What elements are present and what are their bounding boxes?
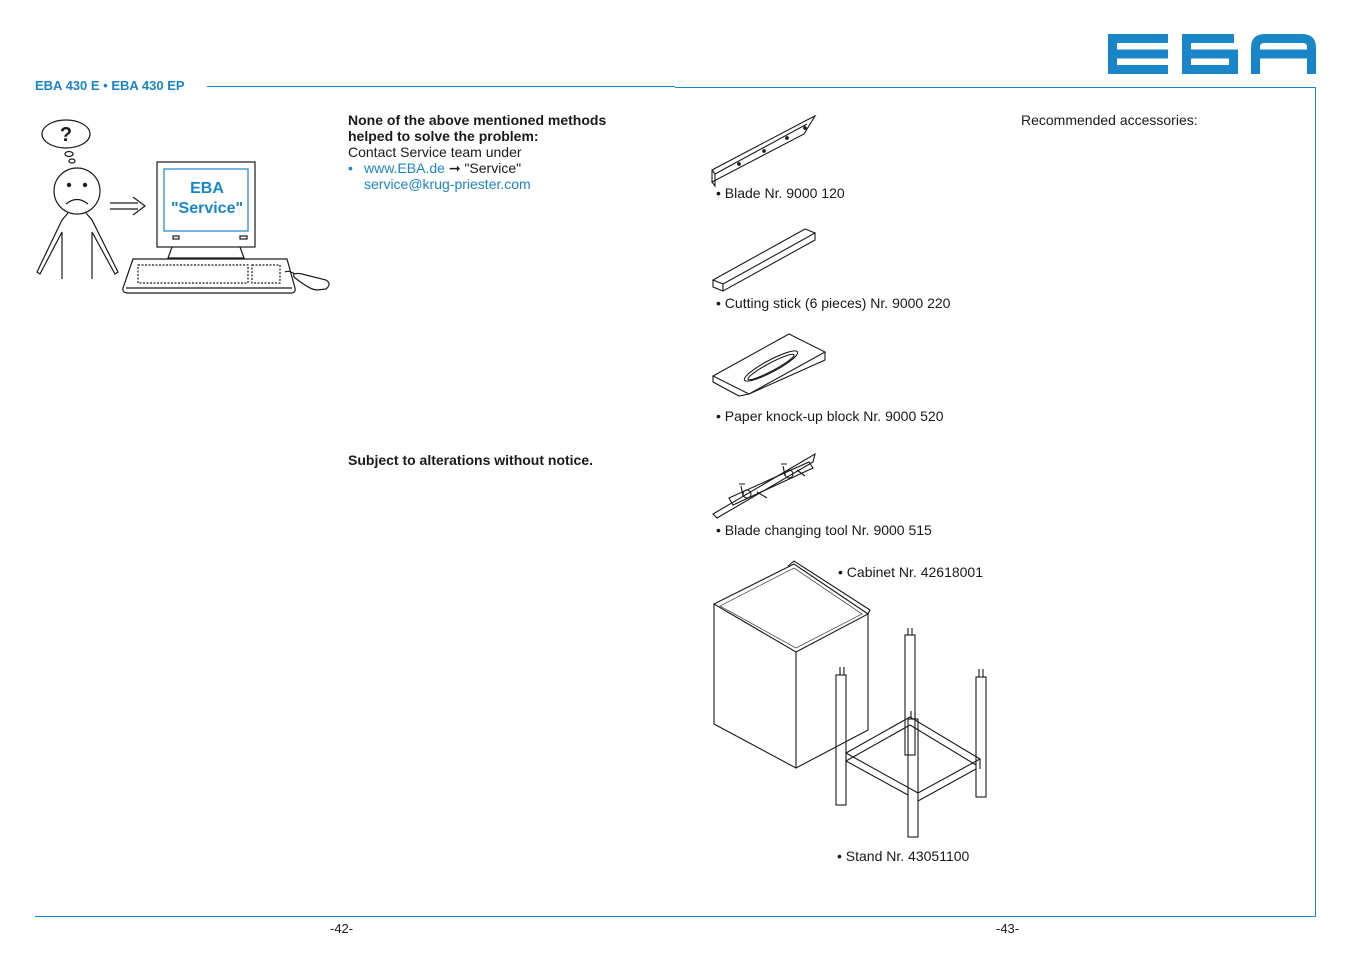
stand-icon [830,625,995,840]
cutting-stick-icon [709,225,819,295]
recommended-accessories-title: Recommended accessories: [1021,112,1198,128]
footer-rule [35,916,1316,917]
contact-text: Contact Service team under [348,144,522,160]
eba-logo [1108,34,1316,74]
accessory-blade-label: • Blade Nr. 9000 120 [716,185,845,201]
alterations-notice: Subject to alterations without notice. [348,452,594,468]
header-rule-right [675,87,1316,88]
page-number-right: -43- [996,921,1020,936]
help-heading-line1: None of the above mentioned methods [348,112,607,128]
blade-changing-tool-icon [709,448,829,523]
page-number-left: -42- [330,921,354,936]
screen-text-eba: EBA [190,180,224,197]
email-link[interactable]: service@krug-priester.com [364,176,531,192]
accessory-cabinet-label: • Cabinet Nr. 42618001 [838,564,984,580]
website-link[interactable]: www.EBA.de [364,160,445,176]
document-title: EBA 430 E • EBA 430 EP [35,78,185,93]
blade-icon [709,112,819,192]
page-border-right [1315,87,1316,917]
question-mark: ? [59,124,73,146]
screen-text-service: "Service" [170,200,244,217]
accessory-blade-changing-tool-label: • Blade changing tool Nr. 9000 515 [716,522,932,538]
website-bullet [348,160,668,176]
service-help-block [348,112,668,192]
website-section: "Service" [464,160,522,176]
knock-up-block-icon [709,330,829,400]
arrow-right-icon: ➞ [448,160,461,176]
bullet-dot: • [348,160,353,176]
accessory-cutting-stick-label: • Cutting stick (6 pieces) Nr. 9000 220 [716,295,951,311]
help-heading-line2: helped to solve the problem: [348,128,539,144]
accessory-stand-label: • Stand Nr. 43051100 [837,848,970,864]
accessory-knock-up-block-label: • Paper knock-up block Nr. 9000 520 [716,408,944,424]
header-rule-left [207,86,675,87]
